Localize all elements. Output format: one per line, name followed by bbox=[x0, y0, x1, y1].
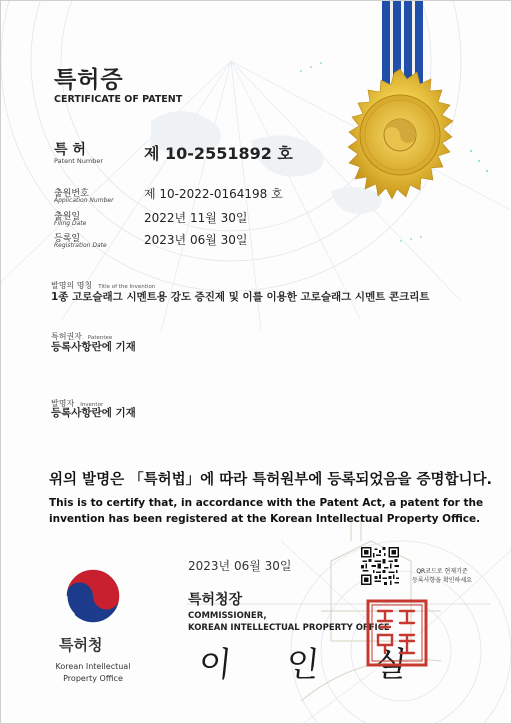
inventor-label-ko: 발명자 bbox=[51, 399, 75, 408]
kipo-name-en-line1: Korean Intellectual bbox=[55, 662, 131, 671]
kipo-name-ko: 특허청 bbox=[59, 636, 103, 654]
commissioner-title-en-line2: KOREAN INTELLECTUAL PROPERTY OFFICE bbox=[188, 623, 390, 633]
registration-label-en: Registration Date bbox=[54, 242, 107, 249]
kipo-name-en bbox=[45, 661, 141, 685]
qr-caption-line1: QR코드로 현재기준 bbox=[416, 568, 468, 575]
inventor-label-en: Inventor bbox=[80, 402, 104, 408]
patentee-value: 등록사항란에 기재 bbox=[51, 341, 136, 353]
invention-title: 1종 고로슬래그 시멘트용 강도 증진제 및 이를 이용한 고로슬래그 시멘트 콘크리트 bbox=[51, 291, 430, 303]
certificate-title-en: CERTIFICATE OF PATENT bbox=[54, 94, 183, 105]
application-label-en: Application Number bbox=[54, 197, 114, 204]
registration-label-ko: 등록일 bbox=[54, 234, 81, 244]
application-label-ko: 출원번호 bbox=[54, 189, 89, 199]
registration-date: 2023년 06월 30일 bbox=[144, 233, 248, 247]
patent-label-en: Patent Number bbox=[54, 157, 104, 165]
certificate-title-ko: 특허증 bbox=[54, 67, 124, 93]
kipo-logo-icon bbox=[63, 566, 123, 626]
inventor-value: 등록사항란에 기재 bbox=[51, 407, 136, 419]
qr-caption bbox=[399, 567, 485, 585]
filing-date: 2022년 11월 30일 bbox=[144, 211, 248, 225]
invention-label-ko: 발명의 명칭 bbox=[51, 281, 93, 290]
commissioner-title-en-line1: COMMISSIONER, bbox=[188, 611, 267, 621]
certification-en-line1: This is to certify that, in accordance with the Patent Act, a patent for the bbox=[49, 497, 484, 509]
commissioner-signature: 이 인 실 bbox=[196, 645, 431, 685]
red-seal-icon bbox=[366, 599, 428, 667]
qr-caption-line2: 등록사항을 확인하세요 bbox=[412, 577, 472, 584]
qr-code[interactable] bbox=[361, 547, 399, 585]
filing-label-ko: 출원일 bbox=[54, 212, 81, 222]
certification-en bbox=[49, 495, 483, 527]
commissioner-title-en bbox=[188, 610, 390, 634]
filing-label-en: Filing Date bbox=[54, 220, 87, 227]
patent-number: 제 10-2551892 호 bbox=[144, 144, 293, 163]
certification-ko: 위의 발명은 「특허법」에 따라 특허원부에 등록되었음을 증명합니다. bbox=[49, 472, 492, 488]
patentee-label-en: Patentee bbox=[87, 335, 113, 341]
invention-label-en: Title of the Invention bbox=[98, 284, 156, 290]
issue-date: 2023년 06월 30일 bbox=[188, 559, 292, 573]
kipo-name-en-line2: Property Office bbox=[63, 674, 123, 683]
patent-label-ko: 특 허 bbox=[54, 142, 86, 158]
commissioner-title-ko: 특허청장 bbox=[188, 592, 243, 608]
gold-seal-icon bbox=[332, 67, 468, 203]
certification-en-line2: invention has been registered at the Korean Intellectual Property Office. bbox=[49, 513, 481, 525]
patentee-label-ko: 특허권자 bbox=[51, 332, 82, 341]
application-number: 제 10-2022-0164198 호 bbox=[144, 187, 283, 201]
